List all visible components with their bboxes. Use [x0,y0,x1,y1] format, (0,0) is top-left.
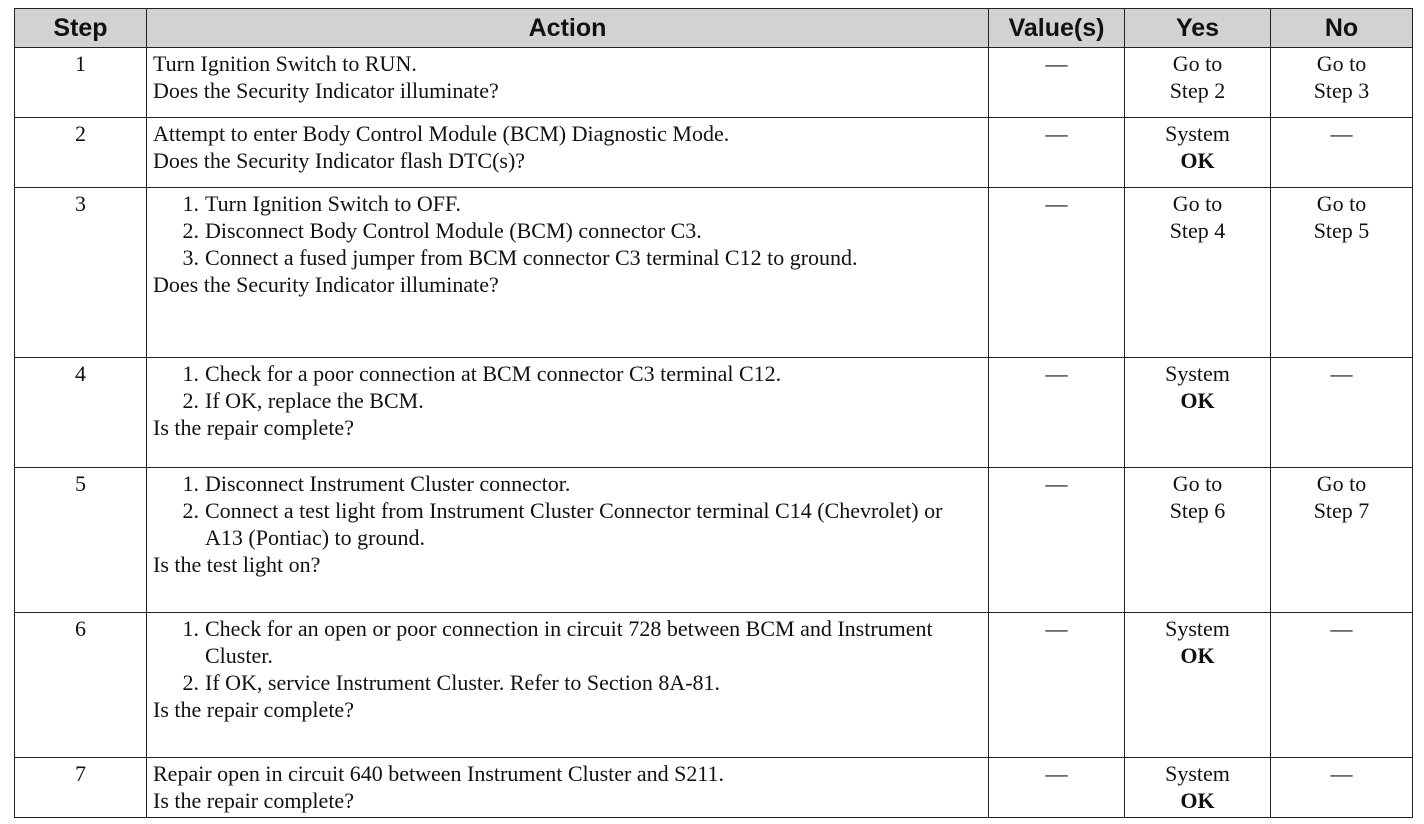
action-question: Is the repair complete? [153,788,354,813]
substep-item [153,217,982,244]
substep-list [153,360,982,414]
table-row [15,48,1413,118]
substep-number: 1. [182,361,199,386]
action-cell [147,118,989,188]
yes-cell [1125,118,1271,188]
table-header [15,9,1413,48]
yes-outcome-text: OK [1180,388,1215,413]
substep-text: Connect a fused jumper from BCM connector C3 terminal C12 to ground. [205,245,858,270]
column-header-value: Value(s) [989,9,1125,48]
yes-cell [1125,758,1271,818]
substep-text: Connect a test light from Instrument Cluster Connector terminal C14 (Chevrolet) or A13 (Pontiac) to ground. [205,498,943,550]
table-row [15,468,1413,613]
table-row [15,358,1413,468]
table-row [15,613,1413,758]
step-number: 7 [15,758,147,818]
yes-outcome-text: Step 4 [1169,218,1226,243]
value-cell: — [989,468,1125,613]
no-cell [1271,613,1413,758]
no-outcome-text: Go to [1316,471,1367,496]
yes-cell [1125,48,1271,118]
step-number: 5 [15,468,147,613]
step-number: 2 [15,118,147,188]
value-cell: — [989,613,1125,758]
no-outcome-text: Step 7 [1313,498,1370,523]
yes-outcome-text: Step 2 [1169,78,1226,103]
substep-number: 1. [182,471,199,496]
substep-number: 2. [182,388,199,413]
no-cell [1271,358,1413,468]
no-cell [1271,188,1413,358]
substep-text: If OK, replace the BCM. [205,388,424,413]
no-outcome-text: — [1330,361,1353,386]
action-cell [147,758,989,818]
substep-number: 1. [182,191,199,216]
action-text: Repair open in circuit 640 between Instrument Cluster and S211. [153,761,725,786]
yes-outcome-text: System [1165,361,1230,386]
yes-outcome-text: OK [1180,643,1215,668]
no-cell [1271,468,1413,613]
yes-outcome-text: OK [1180,148,1215,173]
substep-text: Check for a poor connection at BCM connector C3 terminal C12. [205,361,782,386]
column-header-yes: Yes [1125,9,1271,48]
value-cell: — [989,118,1125,188]
diagnostic-table [14,8,1413,818]
substep-item [153,470,982,497]
yes-outcome-text: System [1165,121,1230,146]
action-text: Turn Ignition Switch to RUN. [153,51,417,76]
step-number: 4 [15,358,147,468]
column-header-action: Action [147,9,989,48]
header-row [15,9,1413,48]
no-outcome-text: Go to [1316,51,1367,76]
substep-number: 1. [182,616,199,641]
value-cell: — [989,358,1125,468]
yes-outcome-text: Go to [1172,191,1223,216]
no-outcome-text: Step 3 [1313,78,1370,103]
substep-item [153,615,982,669]
table-row [15,758,1413,818]
substep-item [153,360,982,387]
column-header-step: Step [15,9,147,48]
action-cell [147,613,989,758]
no-outcome-text: — [1330,761,1353,786]
action-cell [147,48,989,118]
yes-outcome-text: OK [1180,788,1215,813]
yes-cell [1125,188,1271,358]
action-question: Does the Security Indicator illuminate? [153,272,499,297]
yes-cell [1125,613,1271,758]
column-header-no: No [1271,9,1413,48]
yes-cell [1125,358,1271,468]
value-cell: — [989,48,1125,118]
substep-text: Turn Ignition Switch to OFF. [205,191,461,216]
value-cell: — [989,188,1125,358]
substep-item [153,244,982,271]
no-outcome-text: Go to [1316,191,1367,216]
step-number: 3 [15,188,147,358]
action-cell [147,358,989,468]
substep-text: Disconnect Instrument Cluster connector. [205,471,571,496]
yes-outcome-text: System [1165,761,1230,786]
action-question: Is the repair complete? [153,415,354,440]
yes-outcome-text: Step 6 [1169,498,1226,523]
substep-item [153,190,982,217]
no-outcome-text: — [1330,121,1353,146]
step-number: 6 [15,613,147,758]
substep-number: 3. [182,245,199,270]
action-question: Does the Security Indicator flash DTC(s)? [153,148,526,173]
yes-outcome-text: Go to [1172,51,1223,76]
substep-number: 2. [182,670,199,695]
substep-item [153,497,982,551]
substep-list [153,615,982,696]
substep-item [153,669,982,696]
action-question: Is the repair complete? [153,697,354,722]
yes-cell [1125,468,1271,613]
step-number: 1 [15,48,147,118]
table-row [15,188,1413,358]
table-row [15,118,1413,188]
action-text: Attempt to enter Body Control Module (BCM) Diagnostic Mode. [153,121,730,146]
substep-number: 2. [182,498,199,523]
action-question: Does the Security Indicator illuminate? [153,78,499,103]
substep-text: If OK, service Instrument Cluster. Refer to Section 8A-81. [205,670,721,695]
yes-outcome-text: Go to [1172,471,1223,496]
action-cell [147,468,989,613]
value-cell: — [989,758,1125,818]
substep-list [153,470,982,551]
table-body [15,48,1413,818]
no-cell [1271,758,1413,818]
yes-outcome-text: System [1165,616,1230,641]
no-outcome-text: Step 5 [1313,218,1370,243]
no-cell [1271,118,1413,188]
no-cell [1271,48,1413,118]
substep-list [153,190,982,271]
action-cell [147,188,989,358]
substep-text: Check for an open or poor connection in circuit 728 between BCM and Instrument Cluster. [205,616,933,668]
no-outcome-text: — [1330,616,1353,641]
substep-text: Disconnect Body Control Module (BCM) connector C3. [205,218,702,243]
substep-item [153,387,982,414]
action-question: Is the test light on? [153,552,321,577]
substep-number: 2. [182,218,199,243]
